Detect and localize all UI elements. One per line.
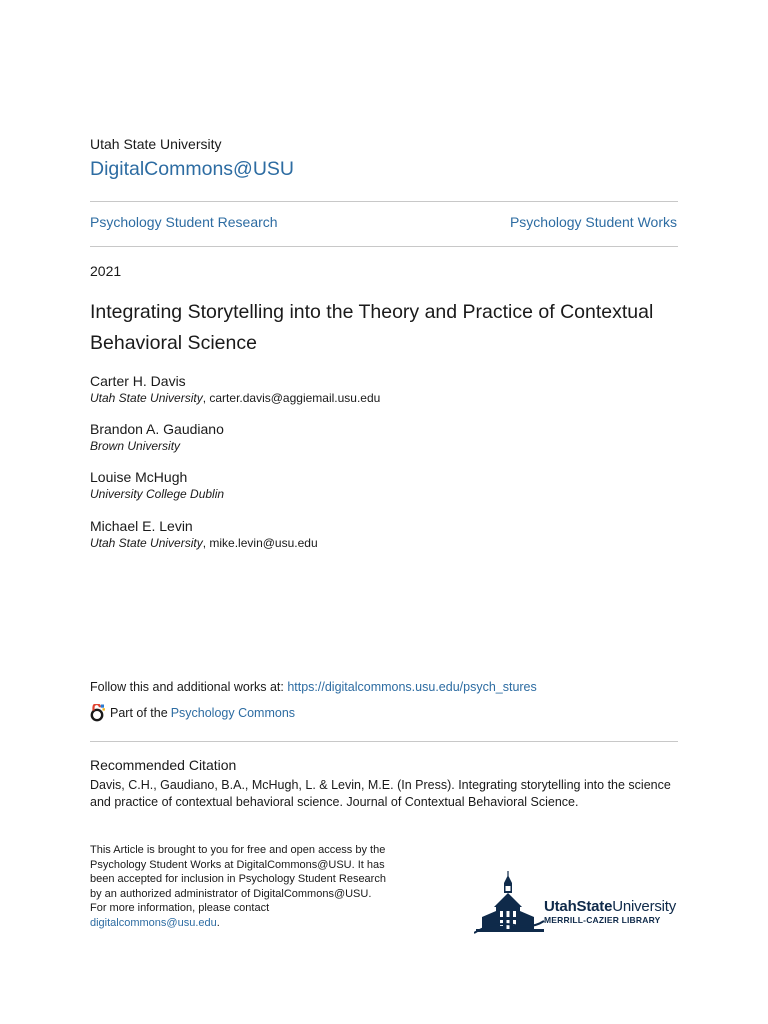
access-notice [90,843,390,931]
author-affiliation: University College Dublin [90,487,225,501]
author-affiliation-line [90,535,318,551]
author-name: Carter H. Davis [90,373,186,389]
author-entry [90,373,380,406]
author-email: , carter.davis@aggiemail.usu.edu [202,391,381,405]
logo-subtitle: MERRILL-CAZIER LIBRARY [544,915,661,925]
divider [90,201,678,202]
institution-name: Utah State University [90,136,222,152]
article-title: Integrating Storytelling into the Theory and Practice of Contextual Behavioral Science [90,301,654,354]
publication-year: 2021 [90,263,122,279]
logo-wordmark-bold: UtahState [544,898,613,915]
follow-line [90,680,537,694]
author-name: Brandon A. Gaudiano [90,421,224,437]
access-notice-text: This Article is brought to you for free and open access by the Psychology Student Works at DigitalCommons@USU. It has been accepted for inclusion in Psychology Student Research by an authorized administrator of DigitalCommons@USU. For more information, please contact [90,844,386,915]
logo-wordmark [544,898,676,915]
part-of-prefix: Part of the [110,706,168,720]
psychology-commons-link[interactable]: Psychology Commons [170,706,296,720]
access-notice-suffix: . [216,916,220,929]
series-link-left[interactable]: Psychology Student Research [90,214,278,230]
author-affiliation: Brown University [90,439,181,453]
author-email: , mike.levin@usu.edu [202,536,318,550]
author-entry [90,469,224,502]
open-access-icon [90,704,106,722]
divider [90,246,678,247]
author-name: Michael E. Levin [90,518,193,534]
citation-text: Davis, C.H., Gaudiano, B.A., McHugh, L. & Levin, M.E. (In Press). Integrating storytelling into the science and practice of contextual behavioral science. Journal of Contextual Behavioral Science. [90,778,671,809]
repository-link[interactable]: DigitalCommons@USU [90,158,295,180]
author-affiliation-line [90,438,224,454]
logo-wordmark-regular: University [612,898,677,915]
citation-heading: Recommended Citation [90,757,237,773]
collection-url-link[interactable]: https://digitalcommons.usu.edu/psych_stures [287,680,537,694]
series-link-right[interactable]: Psychology Student Works [509,214,677,230]
author-name: Louise McHugh [90,469,188,485]
author-affiliation-line [90,390,380,406]
divider [90,741,678,742]
author-entry [90,421,224,454]
author-affiliation-line [90,486,224,502]
author-entry [90,518,318,551]
author-affiliation: Utah State University [90,391,203,405]
contact-email-link[interactable]: digitalcommons@usu.edu [90,916,217,929]
part-of-line [90,704,295,722]
author-affiliation: Utah State University [90,536,203,550]
follow-prefix: Follow this and additional works at: [90,680,288,694]
